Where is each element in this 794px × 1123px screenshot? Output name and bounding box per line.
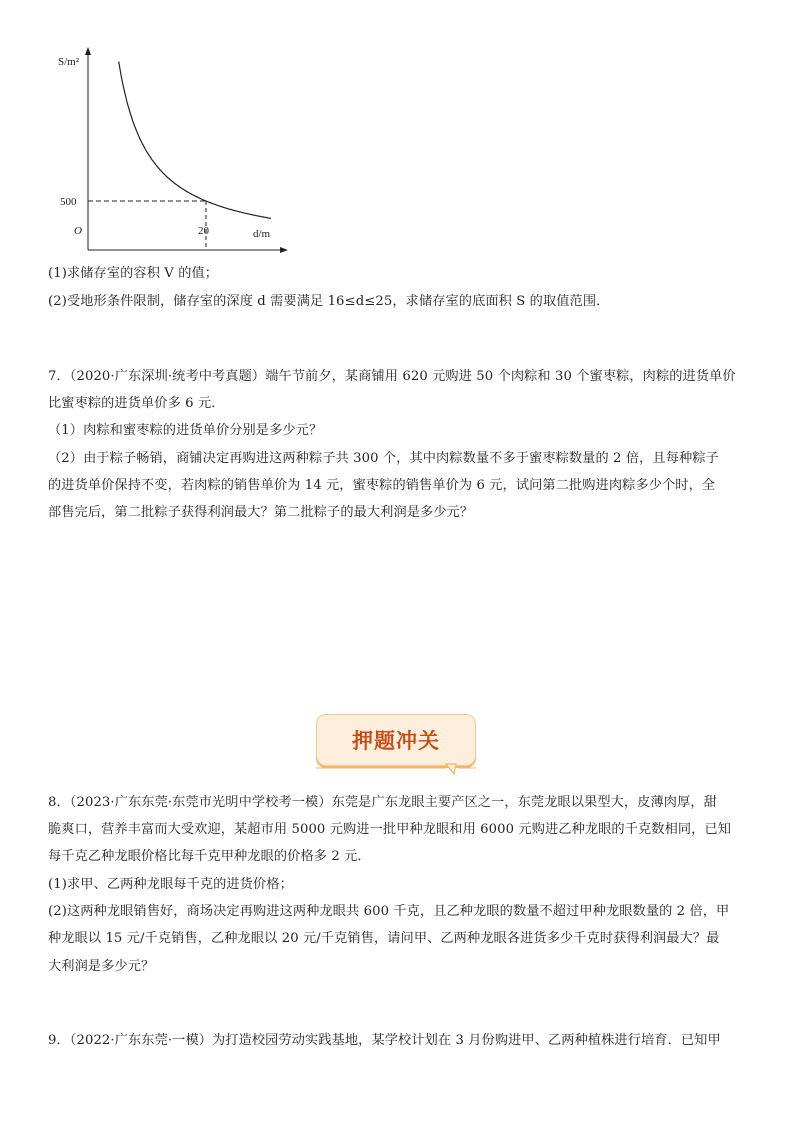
x-axis-arrow xyxy=(280,247,288,253)
problem8-line4: (1)求甲、乙两种龙眼每千克的进货价格； xyxy=(48,877,293,892)
problem8-line2: 脆爽口，营养丰富而大受欢迎，某超市用 5000 元购进一批甲种龙眼和用 6000 元购进乙种龙眼的千克数相同，已知 xyxy=(48,822,732,837)
problem6-question2: (2)受地形条件限制，储存室的深度 d 需要满足 16≤d≤25，求储存室的底面积 S 的取值范围． xyxy=(48,294,610,309)
y-axis-label: S/m² xyxy=(58,56,80,68)
problem6-question1: (1)求储存室的容积 V 的值； xyxy=(48,266,219,281)
problem8-line3: 每千克乙种龙眼价格比每千克甲种龙眼的价格多 2 元． xyxy=(48,849,371,864)
x-tick-label: 20 xyxy=(198,225,209,237)
banner-label: 押题冲关 xyxy=(352,729,440,753)
problem9-line1: 9．（2022·广东东莞·一模）为打造校园劳动实践基地，某学校计划在 3 月份购进甲、乙两种植株进行培育．已知甲 xyxy=(48,1033,721,1048)
problem7-line6: 部售完后，第二批粽子获得利润最大？第二批粽子的最大利润是多少元？ xyxy=(48,505,474,520)
problem8-line5: (2)这两种龙眼销售好，商场决定再购进这两种龙眼共 600 千克，且乙种龙眼的数量不超过甲种龙眼数量的 2 倍，甲 xyxy=(48,904,730,919)
section-banner xyxy=(316,714,476,780)
problem7-line3: （1）肉粽和蜜枣粽的进货单价分别是多少元？ xyxy=(48,423,323,438)
y-axis-arrow xyxy=(85,47,91,55)
origin-label: O xyxy=(74,225,82,237)
hyperbola-curve xyxy=(119,62,271,219)
problem8-line7: 大利润是多少元？ xyxy=(48,959,155,974)
y-tick-label: 500 xyxy=(60,196,77,208)
inverse-function-graph xyxy=(50,45,290,255)
graph-svg xyxy=(50,45,290,255)
problem8-line6: 种龙眼以 15 元/千克销售，乙种龙眼以 20 元/千克销售，请问甲、乙两种龙眼各进货多少千克时获得利润最大？最 xyxy=(48,931,720,946)
problem7-line5: 的进货单价保持不变，若肉粽的销售单价为 14 元，蜜枣粽的销售单价为 6 元，试问第二批购进肉粽多少个时，全 xyxy=(48,478,716,493)
x-axis-label: d/m xyxy=(253,228,271,240)
problem7-line2: 比蜜枣粽的进货单价多 6 元． xyxy=(48,396,225,411)
problem7-line1: 7．（2020·广东深圳·统考中考真题）端午节前夕，某商铺用 620 元购进 50 个肉粽和 30 个蜜枣粽，肉粽的进货单价 xyxy=(48,369,736,384)
problem7-line4: （2）由于粽子畅销，商铺决定再购进这两种粽子共 300 个，其中肉粽数量不多于蜜枣粽数量的 2 倍，且每种粽子 xyxy=(48,451,719,466)
problem8-line1: 8．（2023·广东东莞·东莞市光明中学校考一模）东莞是广东龙眼主要产区之一，东莞龙眼以果型大，皮薄肉厚，甜 xyxy=(48,795,717,810)
